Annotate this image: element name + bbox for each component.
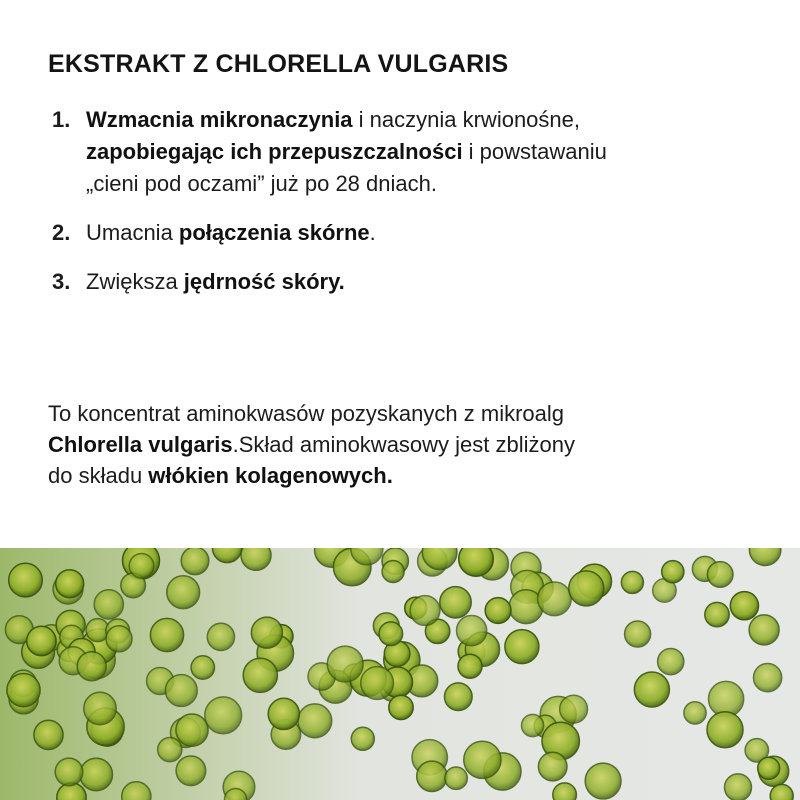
algae-cell (485, 598, 511, 624)
algae-cell (569, 571, 604, 606)
algae-cell (621, 571, 643, 593)
algae-cell (207, 623, 234, 650)
benefit-emphasis: jędrność skóry. (183, 269, 345, 294)
algae-cell (9, 563, 43, 597)
benefit-plain: Umacnia (86, 220, 179, 245)
algae-cell (705, 602, 729, 626)
algae-cell (658, 649, 684, 675)
algae-cell (241, 548, 271, 570)
description-emphasis: włókien kolagenowych. (148, 463, 393, 488)
algae-cell (730, 592, 758, 620)
algae-cell (176, 756, 206, 786)
algae-cell (505, 630, 539, 664)
benefit-plain: i powstawaniu (462, 139, 607, 164)
algae-cell (389, 695, 413, 719)
algae-cell (684, 702, 706, 724)
algae-cell (379, 622, 403, 646)
benefit-item-2 (52, 217, 752, 249)
algae-cell (351, 727, 374, 750)
algae-cell (382, 561, 404, 583)
description-plain: do składu (48, 463, 149, 488)
algae-cell (758, 757, 780, 779)
algae-cell (464, 741, 501, 778)
algae-cell (158, 738, 182, 762)
algae-cell (27, 626, 56, 655)
algae-cell (553, 783, 577, 800)
benefits-list (52, 104, 752, 315)
algae-cell (55, 758, 83, 786)
page-title: EKSTRAKT Z CHLORELLA VULGARIS (48, 50, 509, 78)
algae-cell (538, 752, 567, 781)
algae-cell (538, 582, 572, 616)
algae-cell (167, 576, 200, 609)
benefit-plain: . (369, 220, 376, 245)
algae-cell (560, 695, 588, 723)
benefit-plain: i naczynia krwionośne, (352, 107, 580, 132)
benefit-plain: Zwiększa (86, 269, 184, 294)
algae-cell (94, 590, 123, 619)
benefit-item-3 (52, 266, 752, 298)
benefit-item-1 (52, 104, 752, 200)
algae-cell (445, 767, 467, 789)
algae-cell (34, 720, 63, 749)
algae-cell (707, 712, 743, 748)
benefit-emphasis: Wzmacnia mikronaczynia (86, 107, 353, 132)
algae-cell (243, 658, 277, 692)
algae-cell (361, 667, 394, 700)
algae-cell (165, 675, 197, 707)
algae-cell (298, 704, 332, 738)
algae-cell (459, 548, 494, 576)
algae-cell (707, 562, 733, 588)
benefit-number: 3. (52, 269, 71, 294)
description-emphasis: Chlorella vulgaris (48, 432, 233, 457)
algae-cell (80, 758, 113, 791)
algae-cell (458, 654, 482, 678)
algae-cell (181, 548, 209, 575)
algae-cell (251, 617, 282, 648)
algae-cell (634, 672, 669, 707)
algae-cell (725, 774, 752, 800)
algae-cell (417, 761, 447, 791)
algae-cell (625, 621, 651, 647)
algae-cell (7, 674, 40, 707)
benefit-number: 2. (52, 220, 71, 245)
algae-cell (749, 615, 779, 645)
algae-cell (150, 618, 183, 651)
algae-cell (410, 596, 440, 626)
algae-cell (522, 714, 544, 736)
benefit-emphasis: zapobiegając ich przepuszczalności (86, 139, 463, 164)
algae-cell (327, 646, 363, 682)
algae-cell (585, 763, 621, 799)
benefit-number: 1. (52, 107, 71, 132)
algae-cell (754, 664, 782, 692)
description-plain: To koncentrat aminokwasów pozyskanych z mikroalg (48, 401, 565, 426)
algae-cell (84, 692, 116, 724)
description-paragraph (48, 398, 748, 491)
algae-cell (440, 587, 471, 618)
description-plain: .Skład aminokwasowy jest zbliżony (232, 432, 575, 457)
algae-cell (129, 554, 154, 579)
algae-cell (191, 656, 214, 679)
benefit-text (86, 217, 736, 249)
algae-cell (268, 698, 299, 729)
benefit-plain: „cieni pod oczami” już po 28 dniach. (86, 171, 437, 196)
algae-cell (176, 714, 208, 746)
algae-microscope-photo (0, 548, 800, 800)
algae-cell (77, 652, 106, 681)
algae-cell (770, 784, 793, 800)
algae-cell (662, 561, 684, 583)
algae-cell (106, 626, 132, 652)
benefit-emphasis: połączenia skórne (178, 220, 370, 245)
algae-cell (56, 570, 84, 598)
algae-cell (445, 683, 473, 711)
algae-cell (205, 697, 242, 734)
benefit-text (86, 266, 736, 298)
benefit-text (86, 104, 736, 200)
algae-cell (457, 616, 487, 646)
